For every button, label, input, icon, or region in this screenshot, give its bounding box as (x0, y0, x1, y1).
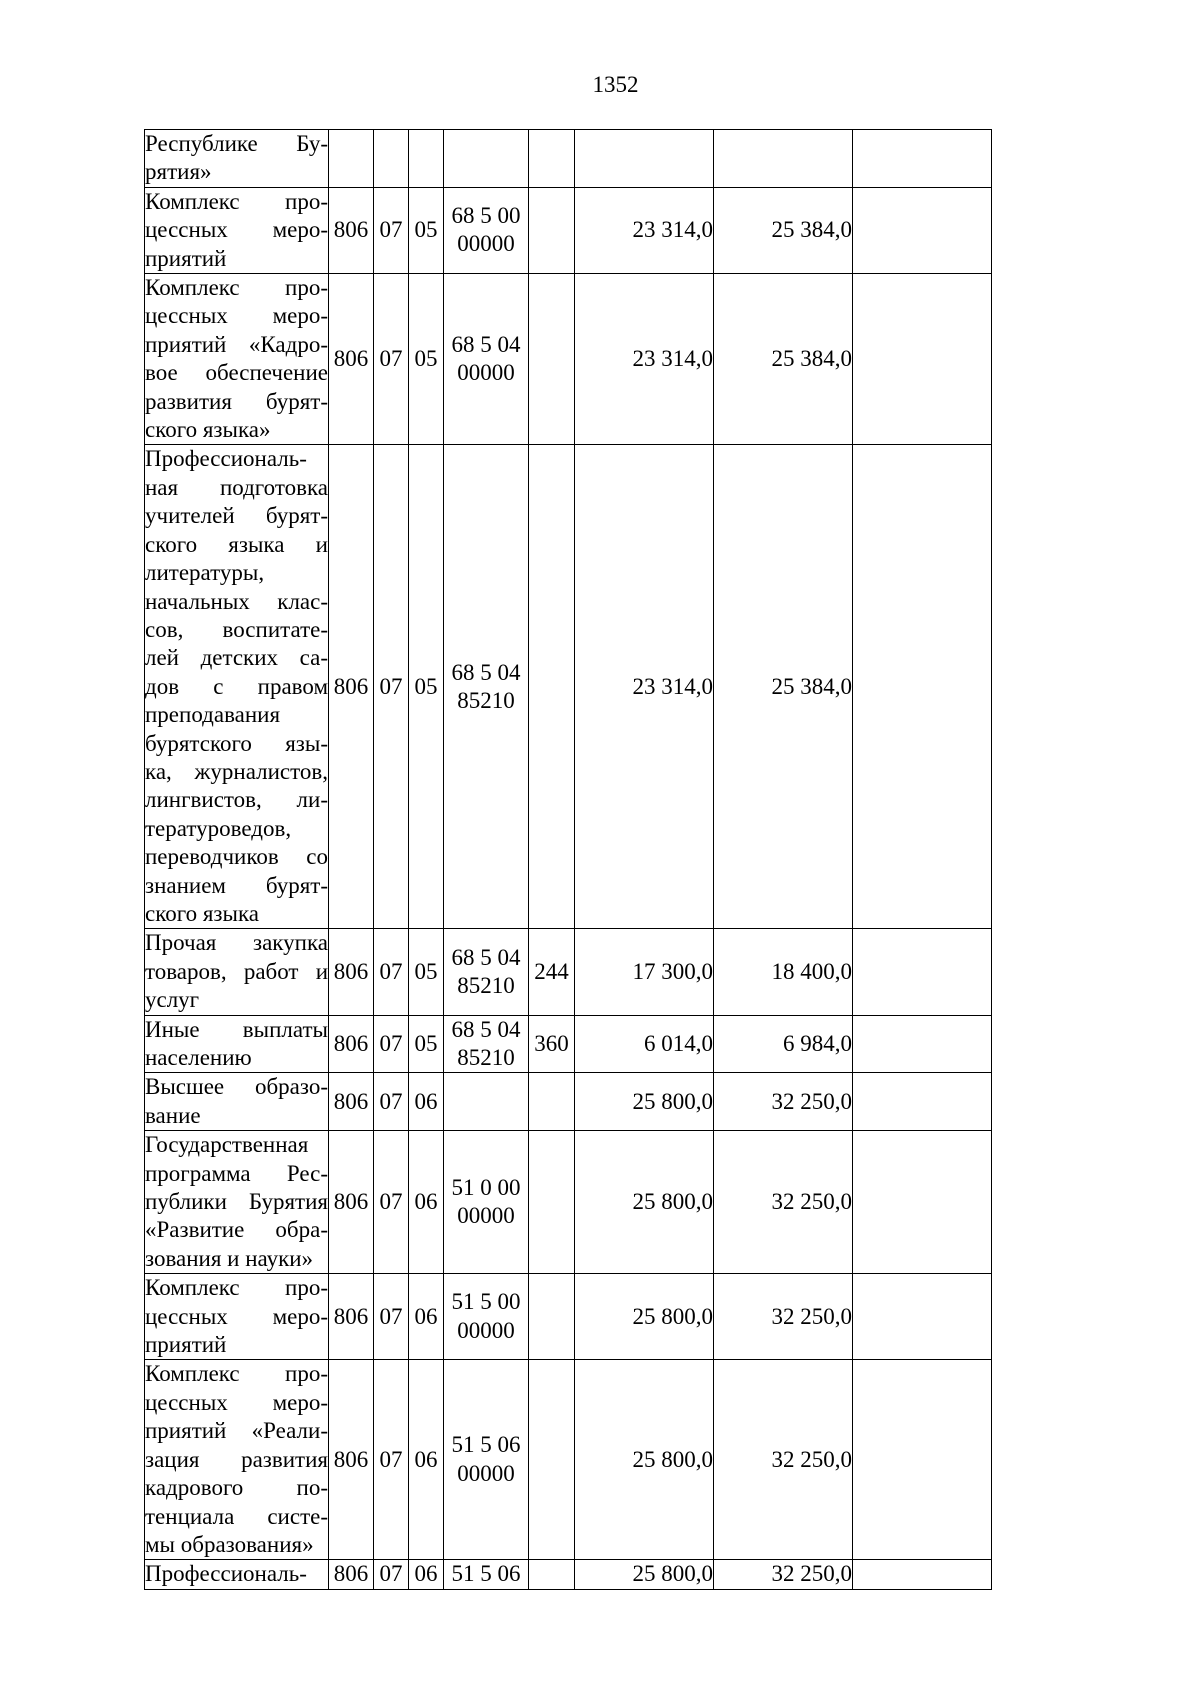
vr-cell (529, 1131, 575, 1274)
sum-2026-cell: 32 250,0 (714, 1131, 853, 1274)
row-name-line: приятий (145, 245, 227, 271)
rz-cell: 07 (374, 1274, 409, 1360)
row-name-cell (145, 1015, 329, 1073)
rz-cell: 07 (374, 274, 409, 445)
table-row (145, 1360, 992, 1560)
grbs-cell: 806 (329, 929, 374, 1015)
grbs-cell: 806 (329, 445, 374, 929)
sum-2025-cell: 25 800,0 (575, 1131, 714, 1274)
row-name-line: знанием бурят- (145, 872, 328, 898)
pr-cell: 06 (409, 1274, 444, 1360)
row-name-cell (145, 274, 329, 445)
row-name-line: тературоведов, (145, 815, 292, 841)
row-name-line: Профессиональ- (145, 446, 307, 472)
grbs-cell: 806 (329, 187, 374, 273)
row-name-cell (145, 1073, 329, 1131)
row-name-line: вое обеспечение (145, 360, 328, 386)
rz-cell: 07 (374, 929, 409, 1015)
pr-cell: 06 (409, 1360, 444, 1560)
row-name-line: публики Бурятия (145, 1189, 328, 1215)
row-name-line: Государственная (145, 1132, 309, 1158)
sum-2026-cell: 32 250,0 (714, 1274, 853, 1360)
sum-2026-cell: 18 400,0 (714, 929, 853, 1015)
row-name-line: услуг (145, 987, 200, 1013)
sum-2026-cell: 32 250,0 (714, 1073, 853, 1131)
csr-cell (444, 130, 529, 188)
csr-line: 00000 (457, 1203, 515, 1229)
sum-2027-cell (853, 1073, 992, 1131)
sum-2025-cell: 23 314,0 (575, 445, 714, 929)
sum-2027-cell (853, 445, 992, 929)
table-row (145, 1015, 992, 1073)
csr-cell (444, 929, 529, 1015)
row-name-line: Комплекс про- (145, 1361, 328, 1387)
row-name-cell (145, 187, 329, 273)
sum-2025-cell: 23 314,0 (575, 274, 714, 445)
row-name-line: развития бурят- (145, 388, 328, 414)
vr-cell (529, 1274, 575, 1360)
sum-2027-cell (853, 1360, 992, 1560)
sum-2027-cell (853, 130, 992, 188)
row-name-line: Комплекс про- (145, 1275, 328, 1301)
sum-2026-cell (714, 130, 853, 188)
grbs-cell (329, 130, 374, 188)
pr-cell: 06 (409, 1560, 444, 1589)
table-row (145, 1560, 992, 1589)
csr-cell (444, 187, 529, 273)
csr-line: 00000 (457, 1317, 515, 1343)
row-name-line: Иные выплаты (145, 1016, 328, 1042)
pr-cell: 05 (409, 274, 444, 445)
row-name-line: сов, воспитате- (145, 616, 328, 642)
pr-cell (409, 130, 444, 188)
table-row (145, 929, 992, 1015)
sum-2027-cell (853, 1015, 992, 1073)
sum-2025-cell: 25 800,0 (575, 1560, 714, 1589)
row-name-line: лингвистов, ли- (145, 787, 328, 813)
table-row (145, 445, 992, 929)
sum-2027-cell (853, 1131, 992, 1274)
rz-cell: 07 (374, 187, 409, 273)
row-name-line: цессных меро- (145, 1389, 328, 1415)
grbs-cell: 806 (329, 274, 374, 445)
vr-cell (529, 445, 575, 929)
vr-cell (529, 130, 575, 188)
sum-2025-cell: 23 314,0 (575, 187, 714, 273)
csr-line: 85210 (457, 1045, 515, 1070)
csr-line: 68 5 00 (451, 203, 521, 229)
vr-cell (529, 1360, 575, 1560)
table-row (145, 187, 992, 273)
sum-2027-cell (853, 187, 992, 273)
row-name-cell (145, 130, 329, 188)
table-row (145, 274, 992, 445)
vr-cell: 360 (529, 1015, 575, 1073)
csr-line: 68 5 04 (451, 659, 521, 685)
csr-line: 51 0 00 (451, 1174, 521, 1200)
row-name-cell (145, 1274, 329, 1360)
csr-line: 51 5 00 (451, 1289, 521, 1315)
row-name-line: зования и науки» (145, 1245, 314, 1271)
sum-2026-cell: 32 250,0 (714, 1360, 853, 1560)
budget-table (144, 129, 992, 1590)
table-row (145, 1274, 992, 1360)
csr-line: 51 5 06 (451, 1432, 521, 1458)
sum-2026-cell: 32 250,0 (714, 1560, 853, 1589)
csr-line: 68 5 04 (451, 331, 521, 357)
rz-cell (374, 130, 409, 188)
sum-2026-cell: 25 384,0 (714, 445, 853, 929)
csr-cell (444, 445, 529, 929)
row-name-line: учителей бурят- (145, 503, 328, 529)
row-name-line: преподавания (145, 702, 281, 728)
rz-cell: 07 (374, 1015, 409, 1073)
vr-cell (529, 1560, 575, 1589)
csr-line: 85210 (457, 972, 515, 998)
csr-cell (444, 274, 529, 445)
grbs-cell: 806 (329, 1560, 374, 1589)
row-name-line: зация развития (145, 1446, 328, 1472)
row-name-line: цессных меро- (145, 217, 328, 243)
csr-cell (444, 1131, 529, 1274)
sum-2027-cell (853, 1274, 992, 1360)
table-row (145, 1131, 992, 1274)
sum-2027-cell (853, 929, 992, 1015)
row-name-line: приятий «Кадро- (145, 331, 328, 357)
sum-2026-cell: 25 384,0 (714, 187, 853, 273)
sum-2025-cell (575, 130, 714, 188)
csr-line: 85210 (457, 687, 515, 713)
csr-cell (444, 1274, 529, 1360)
row-name-cell (145, 1560, 329, 1589)
grbs-cell: 806 (329, 1015, 374, 1073)
pr-cell: 05 (409, 187, 444, 273)
pr-cell: 05 (409, 1015, 444, 1073)
row-name-line: приятий «Реали- (145, 1418, 328, 1444)
rz-cell: 07 (374, 1073, 409, 1131)
sum-2026-cell: 25 384,0 (714, 274, 853, 445)
row-name-line: лей детских са- (145, 645, 328, 671)
csr-line: 68 5 04 (451, 944, 521, 970)
csr-line: 68 5 04 (451, 1016, 521, 1042)
row-name-line: ная подготовка (145, 474, 328, 500)
rz-cell: 07 (374, 1360, 409, 1560)
csr-cell (444, 1073, 529, 1131)
row-name-cell (145, 445, 329, 929)
sum-2025-cell: 25 800,0 (575, 1360, 714, 1560)
vr-cell (529, 1073, 575, 1131)
row-name-line: ского языка и (145, 531, 328, 557)
rz-cell: 07 (374, 1131, 409, 1274)
csr-cell (444, 1360, 529, 1560)
row-name-line: ского языка (145, 900, 259, 926)
vr-cell (529, 274, 575, 445)
row-name-line: ка, журналистов, (145, 758, 328, 784)
csr-cell (444, 1560, 529, 1589)
row-name-line: кадрового по- (145, 1475, 328, 1501)
row-name-cell (145, 1131, 329, 1274)
sum-2025-cell: 25 800,0 (575, 1274, 714, 1360)
grbs-cell: 806 (329, 1274, 374, 1360)
row-name-cell (145, 929, 329, 1015)
row-name-line: бурятского язы- (145, 730, 328, 756)
grbs-cell: 806 (329, 1073, 374, 1131)
pr-cell: 06 (409, 1131, 444, 1274)
table-row (145, 1073, 992, 1131)
pr-cell: 05 (409, 445, 444, 929)
csr-line: 51 5 06 (451, 1561, 521, 1587)
row-name-line: Республике Бу- (145, 131, 328, 156)
grbs-cell: 806 (329, 1131, 374, 1274)
sum-2026-cell: 6 984,0 (714, 1015, 853, 1073)
row-name-line: Высшее образо- (145, 1074, 328, 1100)
csr-line: 00000 (457, 360, 515, 386)
row-name-line: рятия» (145, 159, 212, 185)
row-name-line: литературы, (145, 560, 265, 586)
sum-2027-cell (853, 274, 992, 445)
row-name-line: цессных меро- (145, 303, 328, 329)
row-name-line: переводчиков со (145, 844, 328, 870)
rz-cell: 07 (374, 1560, 409, 1589)
rz-cell: 07 (374, 445, 409, 929)
row-name-line: вание (145, 1102, 201, 1128)
sum-2025-cell: 6 014,0 (575, 1015, 714, 1073)
row-name-line: товаров, работ и (145, 958, 328, 984)
row-name-line: дов с правом (145, 673, 328, 699)
sum-2025-cell: 17 300,0 (575, 929, 714, 1015)
row-name-line: ского языка» (145, 417, 271, 443)
row-name-line: мы образования» (145, 1531, 314, 1557)
vr-cell (529, 187, 575, 273)
csr-cell (444, 1015, 529, 1073)
vr-cell: 244 (529, 929, 575, 1015)
row-name-line: Профессиональ- (145, 1561, 307, 1587)
row-name-line: «Развитие обра- (145, 1217, 328, 1243)
page-number: 1352 (592, 72, 639, 97)
row-name-line: Прочая закупка (145, 930, 328, 956)
row-name-line: начальных клас- (145, 588, 328, 614)
row-name-line: цессных меро- (145, 1303, 328, 1329)
table-row (145, 130, 992, 188)
csr-line: 00000 (457, 231, 515, 257)
pr-cell: 06 (409, 1073, 444, 1131)
pr-cell: 05 (409, 929, 444, 1015)
row-name-line: тенциала систе- (145, 1503, 328, 1529)
row-name-cell (145, 1360, 329, 1560)
row-name-line: программа Рес- (145, 1160, 328, 1186)
row-name-line: населению (145, 1045, 252, 1070)
sum-2025-cell: 25 800,0 (575, 1073, 714, 1131)
row-name-line: приятий (145, 1332, 227, 1358)
row-name-line: Комплекс про- (145, 188, 328, 214)
row-name-line: Комплекс про- (145, 275, 328, 301)
sum-2027-cell (853, 1560, 992, 1589)
csr-line: 00000 (457, 1460, 515, 1486)
grbs-cell: 806 (329, 1360, 374, 1560)
